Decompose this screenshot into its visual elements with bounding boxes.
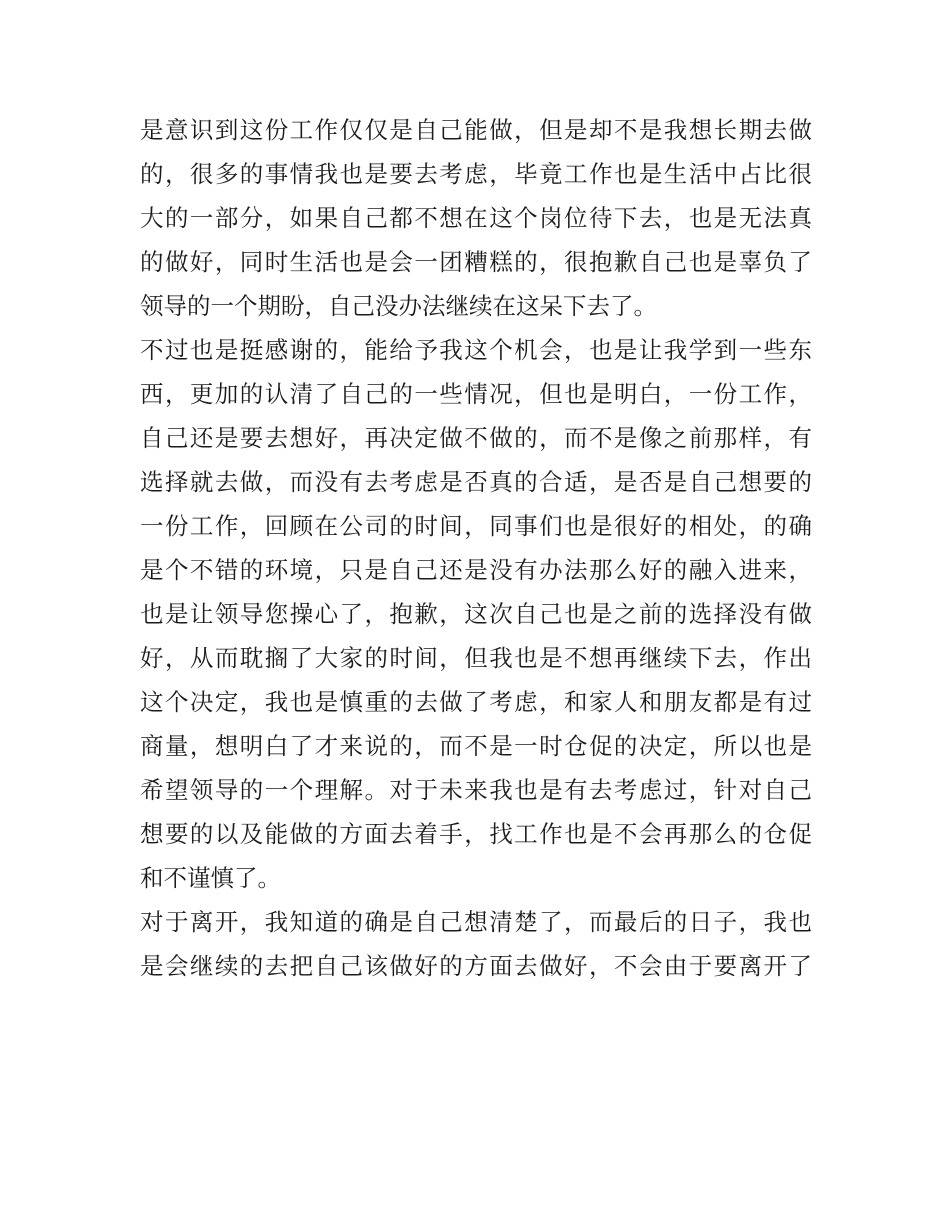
text-line: 希望领导的一个理解。对于未来我也是有去考虑过，针对自己 — [140, 776, 812, 804]
text-line: 好，从而耽搁了大家的时间，但我也是不想再继续下去，作出 — [140, 644, 812, 672]
text-line: 西，更加的认清了自己的一些情况，但也是明白，一份工作， — [140, 380, 812, 408]
paragraph-2 — [140, 328, 812, 900]
text-line: 想要的以及能做的方面去着手，找工作也是不会再那么的仓促 — [140, 820, 812, 848]
text-line: 选择就去做，而没有去考虑是否真的合适，是否是自己想要的 — [140, 468, 812, 496]
text-line: 不过也是挺感谢的，能给予我这个机会，也是让我学到一些东 — [140, 336, 812, 364]
text-line: 领导的一个期盼，自己没办法继续在这呆下去了。 — [140, 292, 657, 320]
text-line: 是意识到这份工作仅仅是自己能做，但是却不是我想长期去做 — [140, 116, 812, 144]
text-line: 和不谨慎了。 — [140, 864, 281, 892]
text-line: 的做好，同时生活也是会一团糟糕的，很抱歉自己也是辜负了 — [140, 248, 812, 276]
text-line: 这个决定，我也是慎重的去做了考虑，和家人和朋友都是有过 — [140, 688, 812, 716]
text-line: 的，很多的事情我也是要去考虑，毕竟工作也是生活中占比很 — [140, 160, 812, 188]
paragraph-3 — [140, 900, 812, 988]
text-line: 是会继续的去把自己该做好的方面去做好，不会由于要离开了 — [140, 952, 812, 980]
text-line: 也是让领导您操心了，抱歉，这次自己也是之前的选择没有做 — [140, 600, 812, 628]
text-line: 对于离开，我知道的确是自己想清楚了，而最后的日子，我也 — [140, 908, 812, 936]
text-line: 是个不错的环境，只是自己还是没有办法那么好的融入进来， — [140, 556, 812, 584]
text-line: 自己还是要去想好，再决定做不做的，而不是像之前那样，有 — [140, 424, 812, 452]
text-line: 一份工作，回顾在公司的时间，同事们也是很好的相处，的确 — [140, 512, 812, 540]
text-line: 商量，想明白了才来说的，而不是一时仓促的决定，所以也是 — [140, 732, 812, 760]
paragraph-1 — [140, 108, 812, 328]
document-body — [140, 108, 812, 988]
text-line: 大的一部分，如果自己都不想在这个岗位待下去，也是无法真 — [140, 204, 812, 232]
